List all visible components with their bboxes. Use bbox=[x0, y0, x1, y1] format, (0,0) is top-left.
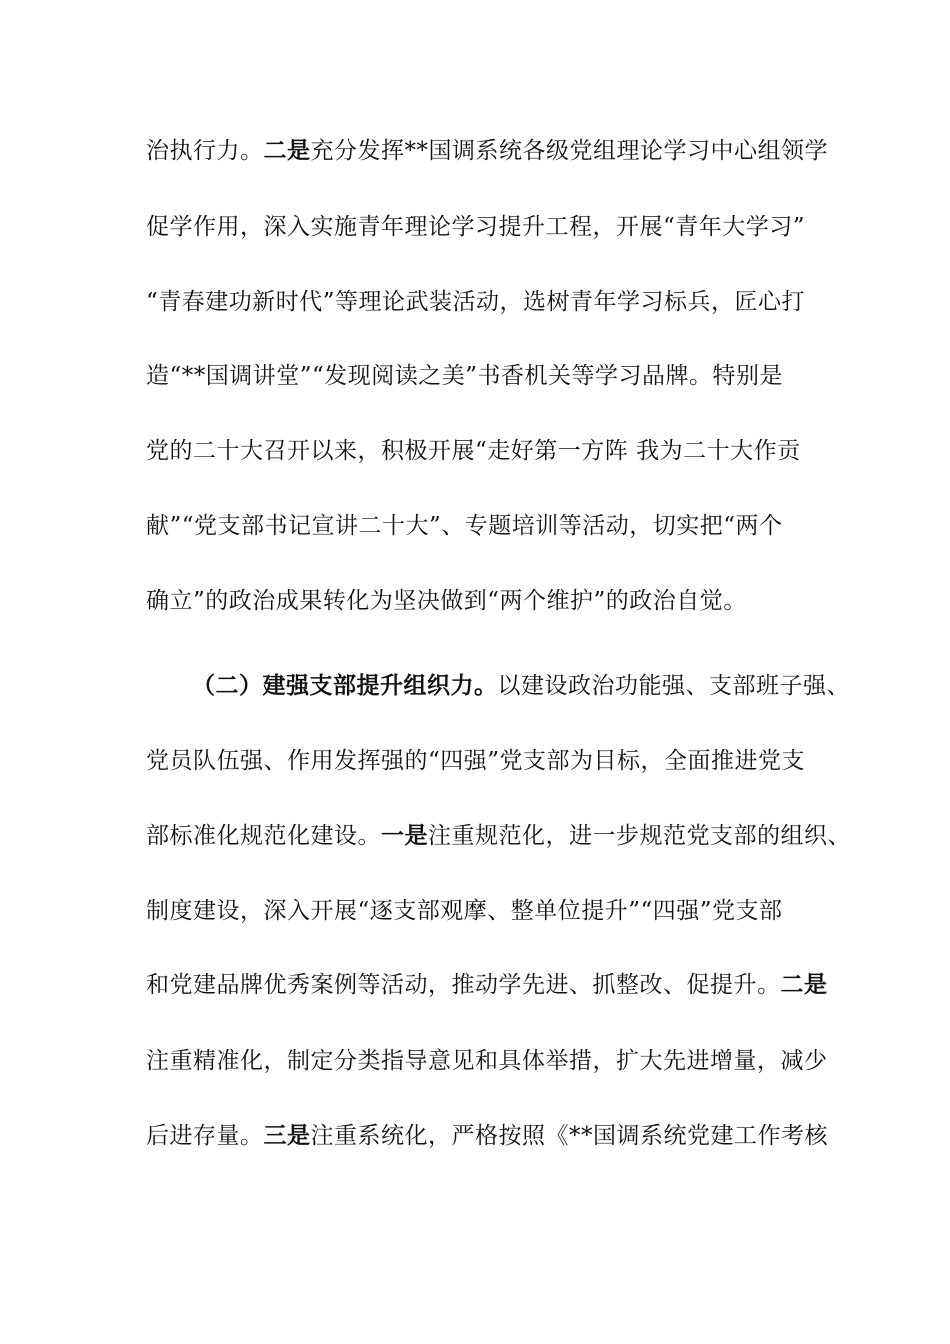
text-line: 确立”的政治成果转化为坚决做到“两个维护”的政治自觉。 bbox=[146, 588, 747, 614]
text-line: 后进存量。三是注重系统化，严格按照《**国调系统党建工作考核 bbox=[146, 1122, 828, 1149]
text-line: 促学作用，深入实施青年理论学习提升工程，开展“青年大学习” bbox=[146, 214, 806, 240]
text-line: （二）建强支部提升组织力。以建设政治功能强、支部班子强、 bbox=[192, 672, 850, 699]
text-line: 注重精准化，制定分类指导意见和具体举措，扩大先进增量，减少 bbox=[146, 1048, 828, 1074]
text-line: 部标准化规范化建设。一是注重规范化，进一步规范党支部的组织、 bbox=[146, 822, 851, 849]
text-line: 献”“党支部书记宣讲二十大”、专题培训等活动，切实把“两个 bbox=[146, 513, 783, 539]
text-line: 和党建品牌优秀案例等活动，推动学先进、抓整改、促提升。二是 bbox=[146, 971, 828, 998]
section-heading: （二）建强支部提升组织力。 bbox=[192, 672, 498, 699]
text-line: 造“**国调讲堂”“发现阅读之美”书香机关等学习品牌。特别是 bbox=[146, 363, 784, 389]
text-line: 制度建设，深入开展“逐支部观摩、整单位提升”“四强”党支部 bbox=[146, 898, 783, 924]
text-line: “青春建功新时代”等理论武装活动，选树青年学习标兵，匠心打 bbox=[146, 289, 806, 315]
text-line: 党的二十大召开以来，积极开展“走好第一方阵 我为二十大作贡 bbox=[146, 438, 801, 464]
text-line: 治执行力。二是充分发挥**国调系统各级党组理论学习中心组领学 bbox=[146, 137, 828, 164]
text-line: 党员队伍强、作用发挥强的“四强”党支部为目标，全面推进党支 bbox=[146, 748, 806, 774]
